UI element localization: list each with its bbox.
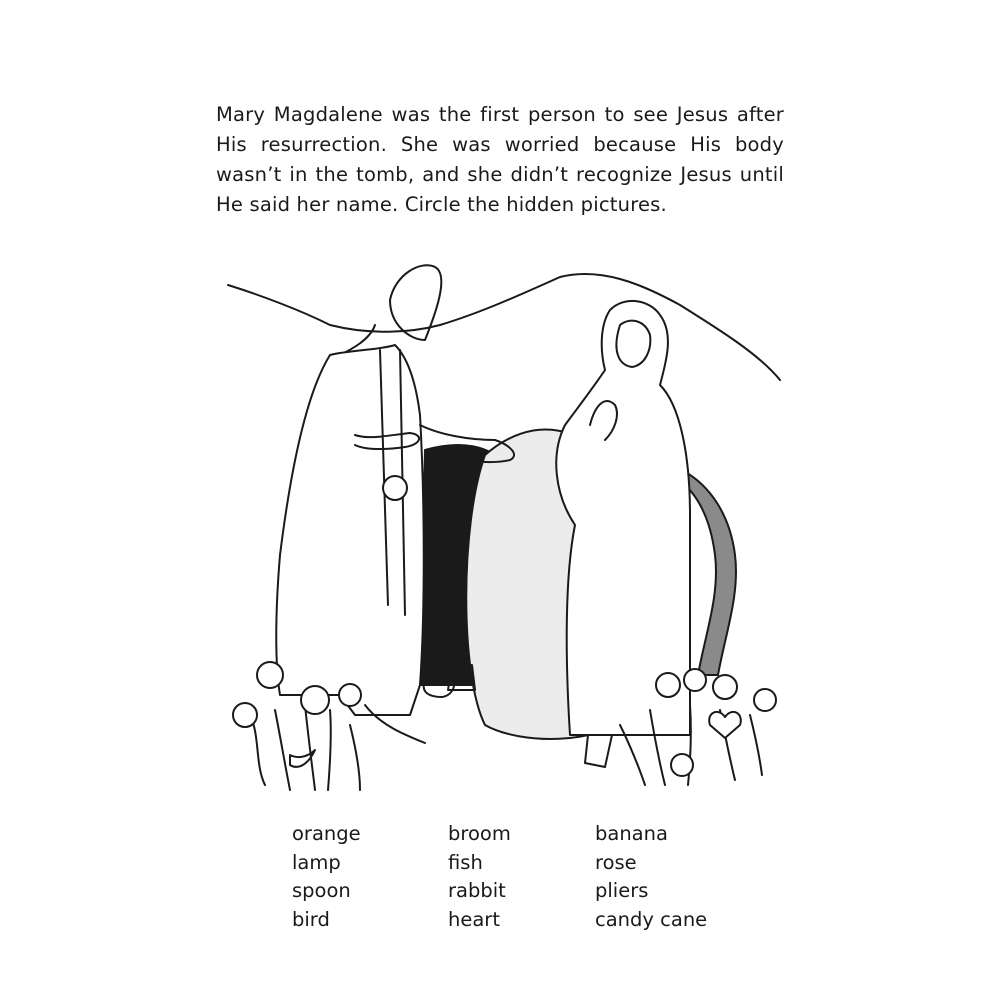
- word-column: [595, 820, 707, 934]
- word-item: heart: [448, 907, 500, 931]
- tomb-illustration: [220, 255, 790, 795]
- instructions-paragraph: [216, 100, 784, 220]
- word-item: pliers: [595, 879, 649, 902]
- hidden-pictures-word-list: [292, 820, 732, 940]
- word-column: [448, 820, 511, 934]
- word-column: [292, 820, 361, 934]
- rose-detail: [383, 476, 407, 500]
- word-item: spoon: [292, 879, 351, 902]
- word-item: orange: [292, 822, 361, 845]
- word-item: broom: [448, 822, 511, 845]
- instruction-line: wasn’t in the tomb, and she didn’t recognize Jesus until: [216, 163, 784, 186]
- instruction-line: Mary Magdalene was the first person to see Jesus after: [216, 103, 784, 126]
- instruction-line: He said her name. Circle the hidden pictures.: [216, 193, 667, 216]
- word-item: lamp: [292, 850, 341, 874]
- orange-hidden: [671, 754, 693, 776]
- word-item: rabbit: [448, 879, 506, 902]
- word-item: bird: [292, 907, 330, 931]
- word-item: rose: [595, 850, 637, 874]
- heart-hidden: [709, 712, 741, 738]
- word-item: candy cane: [595, 907, 708, 931]
- word-item: fish: [448, 850, 483, 874]
- hill-outline: [228, 274, 780, 380]
- instruction-line: His resurrection. She was worried because His body: [216, 133, 784, 156]
- word-item: banana: [595, 822, 668, 845]
